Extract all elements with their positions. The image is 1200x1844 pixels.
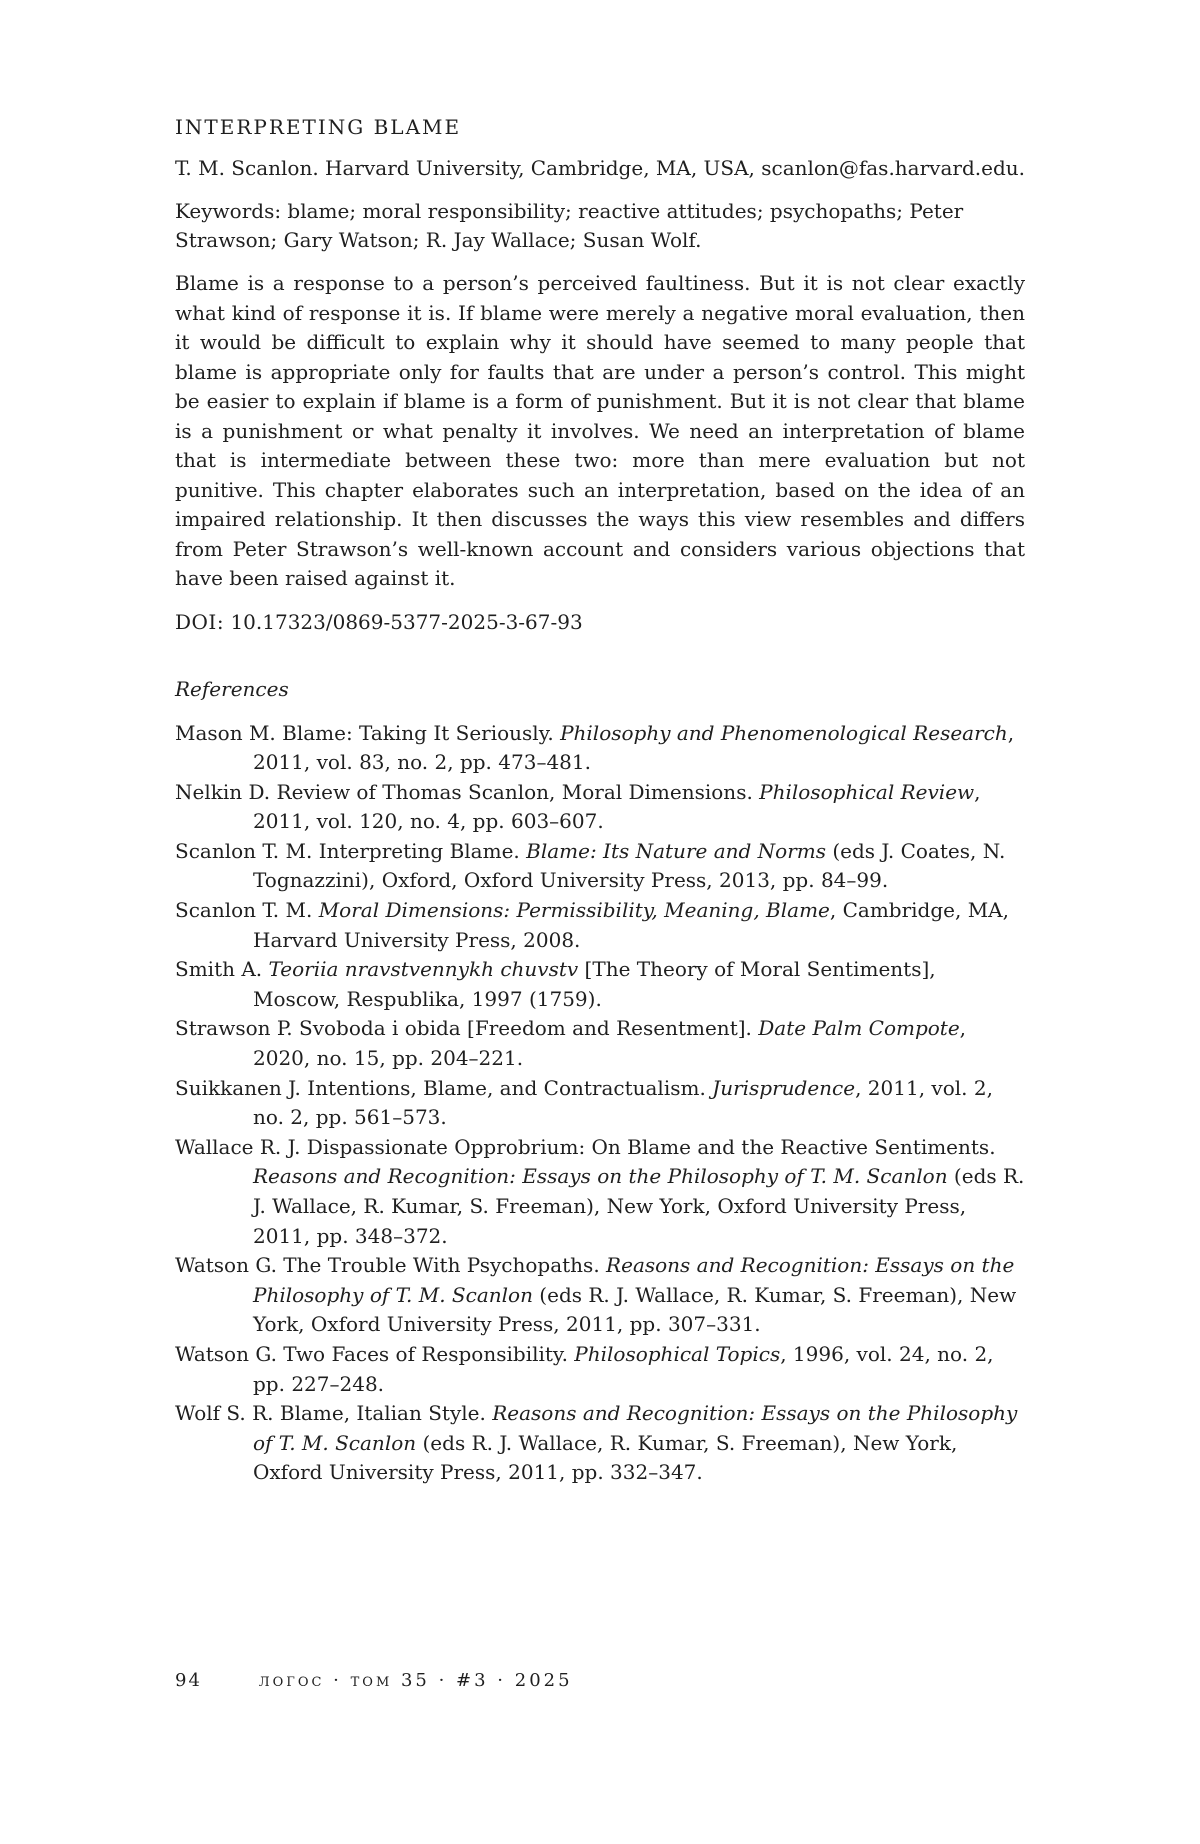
author-affiliation: T. M. Scanlon. Harvard University, Cambridge, MA, USA, scanlon@fas.harvard.edu.	[175, 156, 1025, 180]
reference-details: (eds J. Coates, N. Tognazzini), Oxford, Oxford University Press, 2013, pp. 84–99.	[253, 838, 1006, 893]
doi-label: DOI:	[175, 609, 225, 634]
reference-details: , 2011, vol. 120, no. 4, pp. 603–607.	[253, 779, 981, 834]
reference-details: , 2011, vol. 83, no. 2, pp. 473–481.	[253, 720, 1015, 775]
references-list	[175, 719, 1025, 1488]
reference-text: Wolf S. R. Blame, Italian Style.	[175, 1401, 493, 1426]
reference-details: , 2011, vol. 2, no. 2, pp. 561–573.	[253, 1075, 993, 1130]
reference-source-title: Jurisprudence	[712, 1075, 856, 1100]
reference-text: Strawson P. Svoboda i obida [Freedom and Resentment].	[175, 1016, 759, 1041]
reference-details: , 2020, no. 15, pp. 204–221.	[253, 1016, 967, 1071]
reference-text: Wallace R. J. Dispassionate Opprobrium: On Blame and the Reactive Sentiments.	[175, 1134, 996, 1159]
reference-text: Smith A.	[175, 957, 269, 982]
page-number: 94	[175, 1670, 202, 1691]
reference-text: Mason M. Blame: Taking It Seriously.	[175, 720, 561, 745]
reference-details: , Cambridge, MA, Harvard University Press, 2008.	[253, 898, 1009, 952]
reference-text: Nelkin D. Review of Thomas Scanlon, Moral Dimensions.	[175, 779, 760, 804]
reference-item	[175, 837, 1025, 896]
reference-text: Watson G. Two Faces of Responsibility.	[175, 1341, 575, 1366]
reference-item	[175, 1340, 1025, 1399]
reference-item	[175, 1251, 1025, 1340]
reference-source-title: Philosophical Review	[759, 779, 975, 804]
reference-item	[175, 1014, 1025, 1073]
keywords: Keywords: blame; moral responsibility; reactive attitudes; psychopaths; Peter Strawson; Gary Watson; R. Jay Wallace; Susan Wolf.	[175, 199, 964, 252]
reference-source-title: Date Palm Compote	[758, 1016, 960, 1041]
abstract: Blame is a response to a person’s perceived faultiness. But it is not clear exactly what kind of response it is. If blame were merely a negative moral evaluation, then it would be difficult to explain why it should have seemed to many people that blame is appropriate only for faults that are under a person’s control. This might be easier to explain if blame is a form of punishment. But it is not clear that blame is a punishment or what penalty it involves. We need an interpretation of blame that is intermediate between these two: more than mere evaluation but not punitive. This chapter elaborates such an interpretation, based on the idea of an impaired relationship. It then discusses the ways this view resembles and differs from Peter Strawson’s well-known account and considers various objections that have been raised against it.	[175, 271, 1025, 590]
article-content	[175, 114, 1025, 1488]
reference-source-title: Reasons and Recognition: Essays on the Philosophy of T. M. Scanlon	[253, 1401, 1018, 1455]
reference-item	[175, 896, 1025, 955]
reference-text: Scanlon T. M. Interpreting Blame.	[175, 838, 527, 863]
reference-item	[175, 778, 1025, 837]
reference-source-title: Philosophy and Phenomenological Research	[560, 720, 1008, 745]
reference-details: , 1996, vol. 24, no. 2, pp. 227–248.	[253, 1341, 994, 1396]
reference-source-title: Reasons and Recognition: Essays on the Philosophy of T. M. Scanlon	[253, 1253, 1015, 1307]
reference-item	[175, 955, 1025, 1014]
reference-item	[175, 1399, 1025, 1488]
reference-text: Suikkanen J. Intentions, Blame, and Contractualism.	[175, 1075, 713, 1100]
doi-value: 10.17323/0869-5377-2025-3-67-93	[230, 609, 583, 634]
reference-item	[175, 1074, 1025, 1133]
page-footer	[175, 1670, 573, 1691]
reference-details: (eds R. J. Wallace, R. Kumar, S. Freeman), New York, Oxford University Press, 2011, pp. 307–331.	[253, 1282, 1017, 1337]
journal-running-footer: логос · том 35 · #3 · 2025	[258, 1670, 573, 1691]
reference-details: (eds R. J. Wallace, R. Kumar, S. Freeman), New York, Oxford University Press, 2011, pp. 332–347.	[253, 1430, 958, 1485]
reference-item	[175, 1133, 1025, 1251]
reference-details: (eds R. J. Wallace, R. Kumar, S. Freeman), New York, Oxford University Press, 2011, pp. 348–372.	[253, 1164, 1025, 1248]
doi	[175, 608, 1025, 637]
article-title: INTERPRETING BLAME	[175, 115, 462, 139]
reference-text: Scanlon T. M.	[175, 898, 319, 923]
reference-source-title: Teoriia nravstvennykh chuvstv	[268, 957, 579, 982]
references-heading: References	[175, 676, 289, 701]
reference-details: [The Theory of Moral Sentiments], Moscow, Respublika, 1997 (1759).	[253, 957, 936, 1011]
reference-item	[175, 719, 1025, 778]
reference-source-title: Philosophical Topics	[574, 1341, 781, 1366]
reference-source-title: Reasons and Recognition: Essays on the Philosophy of T. M. Scanlon	[253, 1164, 948, 1189]
reference-source-title: Moral Dimensions: Permissibility, Meaning, Blame	[318, 898, 830, 923]
reference-source-title: Blame: Its Nature and Norms	[526, 838, 826, 863]
reference-text: Watson G. The Trouble With Psychopaths.	[175, 1253, 607, 1278]
